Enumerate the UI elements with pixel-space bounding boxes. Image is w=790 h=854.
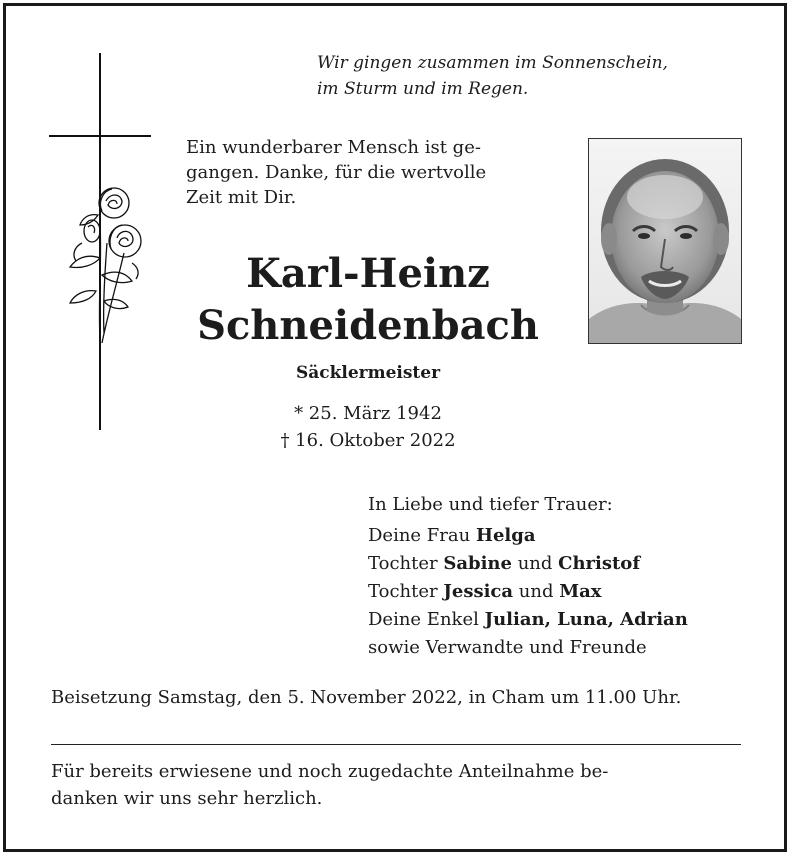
- mourner-name: Max: [559, 581, 602, 602]
- mourner-name: Jessica: [443, 581, 514, 602]
- quote-line-2: im Sturm und im Regen.: [317, 79, 529, 99]
- mourner-name: Sabine: [443, 553, 512, 574]
- mourner-conjunction: und: [513, 581, 560, 602]
- death-date: † 16. Oktober 2022: [280, 430, 456, 451]
- thanks-line-1: Für bereits erwiesene und noch zugedachte Anteilnahme be-: [51, 761, 609, 782]
- mourner-line: [368, 578, 688, 606]
- divider: [51, 744, 741, 745]
- mourner-name: Christof: [558, 553, 641, 574]
- birth-date: * 25. März 1942: [294, 403, 442, 424]
- roses-icon: [62, 183, 152, 348]
- last-name: Schneidenbach: [197, 302, 539, 349]
- mourner-line: [368, 550, 688, 578]
- intro-line-1: Ein wunderbarer Mensch ist ge-: [186, 137, 481, 158]
- portrait-image: [589, 139, 741, 343]
- mourner-relation: Deine Frau: [368, 525, 476, 546]
- intro-line-2: gangen. Danke, für die wertvolle: [186, 162, 487, 183]
- mourners-heading: In Liebe und tiefer Trauer:: [368, 494, 613, 515]
- memorial-quote: [317, 50, 668, 102]
- portrait-photo: [588, 138, 742, 344]
- mourner-name: Julian, Luna, Adrian: [484, 609, 688, 630]
- burial-notice: Beisetzung Samstag, den 5. November 2022, in Cham um 11.00 Uhr.: [51, 687, 682, 708]
- first-name: Karl-Heinz: [246, 250, 490, 297]
- occupation: Säcklermeister: [295, 363, 441, 383]
- mourners-list: [368, 491, 688, 662]
- thanks-line-2: danken wir uns sehr herzlich.: [51, 788, 323, 809]
- quote-line-1: Wir gingen zusammen im Sonnenschein,: [317, 53, 668, 73]
- life-dates: [186, 400, 550, 454]
- deceased-name: [186, 248, 550, 352]
- intro-line-3: Zeit mit Dir.: [186, 187, 297, 208]
- mourner-name: Helga: [475, 525, 536, 546]
- mourners-closing: sowie Verwandte und Freunde: [368, 637, 647, 658]
- mourner-relation: Tochter: [368, 553, 444, 574]
- mourner-line: [368, 606, 688, 634]
- mourner-relation: Tochter: [368, 581, 444, 602]
- mourner-relation: Deine Enkel: [368, 609, 485, 630]
- thanks-note: [51, 758, 741, 812]
- mourner-line: [368, 522, 688, 550]
- cross-bar: [49, 135, 151, 137]
- intro-text: [186, 135, 566, 210]
- mourner-conjunction: und: [511, 553, 559, 574]
